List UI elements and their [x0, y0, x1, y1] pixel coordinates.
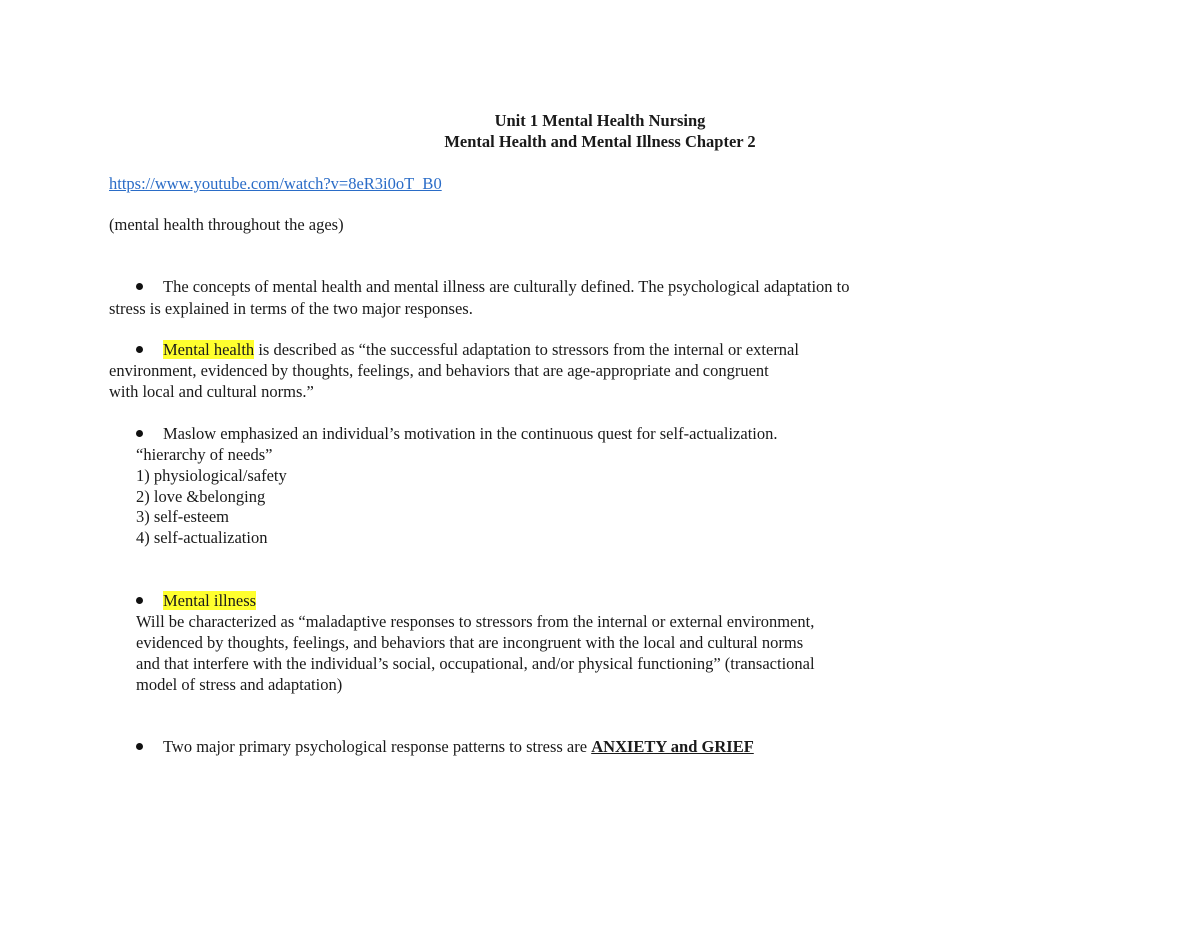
bullet4-line: model of stress and adaptation) [136, 675, 343, 694]
hierarchy-label: “hierarchy of needs” [136, 445, 273, 464]
bullet1-line2: stress is explained in terms of the two major responses. [109, 299, 473, 318]
need-item: 1) physiological/safety [136, 466, 287, 485]
bullet3-line1: Maslow emphasized an individual’s motivation in the continuous quest for self-actualization. [163, 424, 778, 443]
emphasis-anxiety-grief: ANXIETY and GRIEF [591, 737, 754, 756]
bullet-icon [136, 346, 143, 353]
bullet-icon [136, 430, 143, 437]
highlighted-term-mental-illness: Mental illness [163, 591, 257, 610]
page-title: Unit 1 Mental Health Nursing [494, 111, 706, 130]
bullet2-line3: with local and cultural norms.” [109, 382, 314, 401]
need-item: 4) self-actualization [136, 528, 268, 547]
bullet5-line [163, 736, 754, 757]
bullet-icon [136, 743, 143, 750]
bullet1-line1: The concepts of mental health and mental illness are culturally defined. The psychological adaptation to [163, 277, 850, 296]
highlighted-term-mental-health: Mental health [163, 340, 255, 359]
bullet2-line1-rest: is described as “the successful adaptation to stressors from the internal or external [254, 340, 799, 359]
youtube-link[interactable]: https://www.youtube.com/watch?v=8eR3i0oT_B0 [109, 174, 442, 193]
need-item: 2) love &belonging [136, 487, 266, 506]
bullet4-line: and that interfere with the individual’s social, occupational, and/or physical functioning” (transactional [136, 654, 815, 673]
caption: (mental health throughout the ages) [109, 215, 344, 234]
bullet4-line: Will be characterized as “maladaptive responses to stressors from the internal or external environment, [136, 612, 815, 631]
bullet2-line2: environment, evidenced by thoughts, feelings, and behaviors that are age-appropriate and congruent [109, 361, 769, 380]
bullet4-term-line [163, 590, 256, 611]
bullet5-text: Two major primary psychological response patterns to stress are [163, 737, 592, 756]
video-link-line [109, 173, 442, 194]
bullet-icon [136, 283, 143, 290]
bullet-icon [136, 597, 143, 604]
bullet4-line: evidenced by thoughts, feelings, and behaviors that are incongruent with the local and cultural norms [136, 633, 804, 652]
need-item: 3) self-esteem [136, 507, 229, 526]
page-subtitle: Mental Health and Mental Illness Chapter 2 [444, 132, 756, 151]
bullet2-line1 [163, 339, 799, 360]
